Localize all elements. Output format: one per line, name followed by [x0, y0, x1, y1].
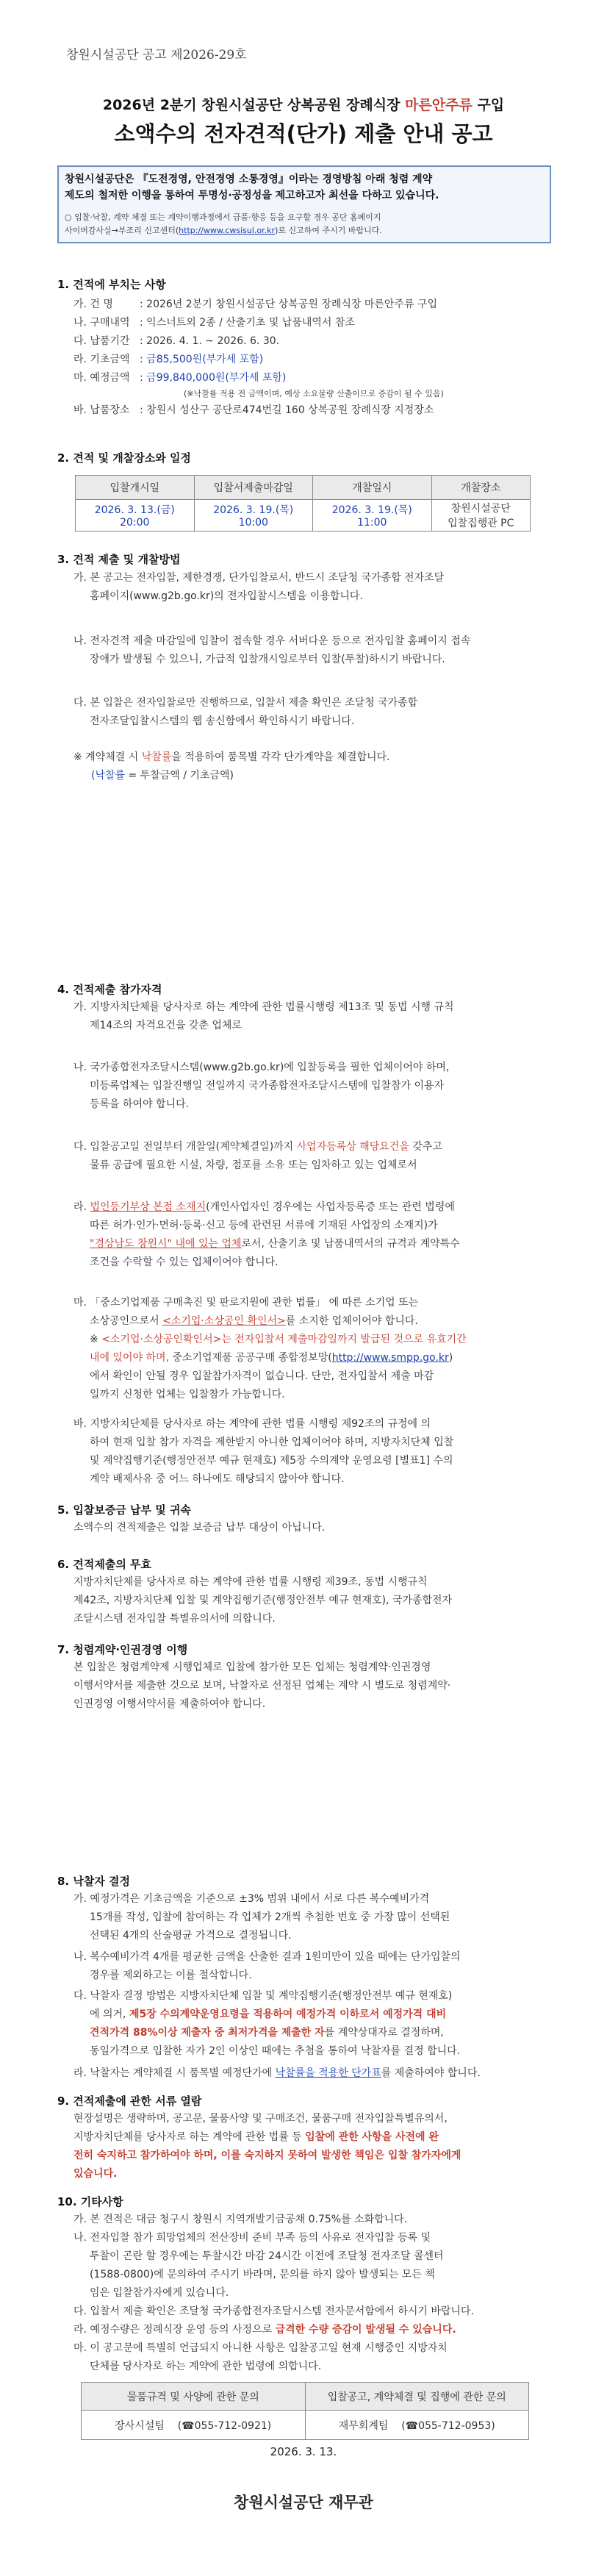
section-4-item-ba: 바. 지방자치단체를 당사자로 하는 계약에 관한 법률 시행령 제92조의 규정에 의 하여 현재 입찰 참가 자격을 제한받지 아니한 업체이어야 하며, 지방자치단체 입찰 및 계약집행기준(행정안전부 예규 현재호) 제5장 수의계약 운영요령 [별표1] 수의 계약 배제사유 중 어느 하나에도 해당되지 않아야 합니다. — [73, 1418, 454, 1485]
section-10-item-ra: 라. 예정수량은 정례식장 운영 등의 사정으로 급격한 수량 증감이 발생될 수 있습니다. — [73, 2324, 456, 2336]
section-8-item-ga: 가. 예정가격은 기초금액을 기준으로 ±3% 범위 내에서 서로 다른 복수예비가격 15개를 작성, 입찰에 참여하는 각 업체가 2개씩 추첨한 번호 중 가장 많이 선택된 선택된 4개의 산술평균 가격으로 결정됩니다. — [73, 1893, 450, 1942]
info-row-note: (※낙찰률 적용 전 금액이며, 예상 소요물량 산출이므로 증감이 될 수 있음) — [184, 389, 444, 398]
table-cell: 2026. 3. 19.(목) 10:00 — [194, 500, 313, 532]
table-cell: 2026. 3. 19.(목) 11:00 — [313, 500, 432, 532]
section-9-heading: 9. 견적제출에 관한 서류 열람 — [57, 2094, 202, 2108]
section-3-item-ga: 가. 본 공고는 전자입찰, 제한경쟁, 단가입찰로서, 반드시 조달청 국가종합 전자조달 홈페이지(www.g2b.go.kr)의 전자입찰시스템을 이용합니다. — [73, 572, 445, 602]
section-5-heading: 5. 입찰보증금 납부 및 귀속 — [57, 1503, 191, 1517]
section-4-item-na: 나. 국가종합전자조달시스템(www.g2b.go.kr)에 입찰등록을 필한 업체이어야 하며, 미등록업체는 입찰진행일 전일까지 국가종합전자조달시스템에 입찰참가 이용자 등록을 하여야 합니다. — [73, 1062, 450, 1110]
notice-small-line: ○ 입찰·낙찰, 계약 체결 또는 계약이행과정에서 금품·향응 등을 요구할 경우 공단 홈페이지 — [65, 212, 381, 222]
section-4-item-ma: 마. 「중소기업제품 구매촉진 및 판로지원에 관한 법률」 에 따른 소기업 또는 소상공인으로서 <소기업·소상공인 확인서>를 소지한 업체이어야 합니다. ※ <소기업·소상공인확인서>는 전자입찰서 제출마감일까지 발급된 것으로 유효기간 내에 있어야 하며, 중소기업제품 공공구매 종합정보망(http://www.smpp.go.kr) 에서 확인이 안될 경우 입찰참가자격이 없습니다. 단만, 전자입찰서 제출 마감 일까지 신청한 업체는 입찰참가 가능합니다. — [73, 1297, 467, 1400]
section-6-heading: 6. 견적제출의 무효 — [57, 1558, 152, 1571]
section-3-item-na: 나. 전자견적 제출 마감일에 입찰이 접속할 경우 서버다운 등으로 전자입찰 홈페이지 접속 장애가 발생될 수 있으니, 가급적 입찰개시일로부터 입찰(투찰)하시기 바랍니다. — [73, 635, 471, 665]
info-row: 마. 예정금액 : 금99,840,000원(부가세 포함) — [73, 372, 287, 384]
table-cell: 창원시설공단 입찰집행관 PC — [431, 500, 531, 532]
section-10-item-da: 다. 입찰서 제출 확인은 조달청 국가종합전자조달시스템 전자문서함에서 하시기 바랍니다. — [73, 2305, 474, 2317]
report-center-link[interactable]: http://www.cwsisul.or.kr — [179, 226, 276, 235]
contact-table — [81, 2382, 529, 2440]
section-10-item-na: 나. 전자입찰 참가 희망업체의 전산장비 준비 부족 등의 사유로 전자입찰 등록 및 투찰이 곤란 할 경우에는 투찰시간 마감 24시간 이전에 조달청 전자조달 콜센터 (1588-0800)에 문의하여 주시기 바라며, 문의를 하지 않아 발생되는 모든 책 임은 입찰참가자에게 있습니다. — [73, 2232, 444, 2299]
section-3-note: ※ 계약체결 시 낙찰률을 적용하여 품목별 각각 단가계약을 체결합니다. — [73, 751, 390, 763]
section-3-heading: 3. 견적 제출 및 개찰방법 — [57, 553, 181, 566]
section-5-text: 소액수의 견적제출은 입찰 보증금 납부 대상이 아닙니다. — [73, 1522, 326, 1534]
section-8-heading: 8. 낙찰자 결정 — [57, 1875, 131, 1888]
table-header: 입찰서제출마감일 — [194, 476, 313, 500]
notice-line: 창원시설공단은 『도전경영, 안전경영 소통경영』이라는 경영방침 아래 청렴 계약 — [65, 173, 433, 185]
section-1-heading: 1. 견적에 부치는 사항 — [57, 278, 166, 291]
section-6-text: 지방자치단체를 당사자로 하는 계약에 관한 법률 시행령 제39조, 동법 시행규칙 제42조, 지방자치단체 입찰 및 계약집행기준(행정안전부 예규 현재호), 국가종합전자 조달시스템 전자입찰 특별유의서에 의합니다. — [73, 1576, 453, 1625]
integrity-notice-box — [57, 165, 551, 243]
issuer-signature: 창원시설공단 재무관 — [234, 2494, 373, 2511]
section-8-item-ra: 라. 낙찰자는 계약체결 시 품목별 예정단가에 낙찰률을 적용한 단가표를 제출하여야 합니다. — [73, 2067, 481, 2079]
schedule-table — [75, 475, 531, 532]
section-8-item-da: 다. 낙찰자 결정 방법은 지방자치단체 입찰 및 계약집행기준(행정안전부 예규 현재호) 에 의거, 제5장 수의계약운영요령을 적용하여 예정가격 이하로서 예정가격 대비 견적가격 88%이상 제출자 중 최저가격을 제출한 자를 계약상대자로 결정하며, 동일가격으로 입찰한 자가 2인 이상인 때에는 추첨을 통하여 낙찰자를 결정 합니다. — [73, 1990, 461, 2057]
smpp-link[interactable]: http://www.smpp.go.kr — [331, 1352, 449, 1364]
section-10-item-ma: 마. 이 공고문에 특별히 언급되지 아니한 사항은 입찰공고일 현재 시행중인 지방자치 단체를 당사자로 하는 계약에 관한 법령에 의합니다. — [73, 2342, 448, 2372]
table-header: 개찰일시 — [313, 476, 432, 500]
table-header: 입찰개시일 — [76, 476, 195, 500]
section-4-item-ra: 라. 법인등기부상 본점 소재지(개인사업자인 경우에는 사업자등록증 또는 관련 법령에 따른 허가·인가·면허·등록·신고 등에 관련된 서류에 기재된 사업장의 소재지)가 "경상남도 창원시" 내에 있는 업체로서, 산출기초 및 납품내역서의 규격과 계약특수 조건을 수락할 수 있는 업체이어야 합니다. — [73, 1201, 460, 1268]
section-9-text: 현장설명은 생략하며, 공고문, 물품사양 및 구매조건, 물품구매 전자입찰특별유의서, 지방자치단체를 당사자로 하는 계약에 관한 법률 등 입찰에 관한 사항을 사전에 완 전히 숙지하고 참가하여야 하며, 이를 숙지하지 못하여 발생한 책임은 입찰 참가자에게 있습니다. — [73, 2113, 461, 2180]
section-3-item-da: 다. 본 입찰은 전자입찰로만 진행하므로, 입찰서 제출 확인은 조달청 국가종합 전자조달입찰시스템의 웹 송신함에서 확인하시기 바랍니다. — [73, 697, 418, 727]
document-number: 창원시설공단 공고 제2026-29호 — [66, 48, 247, 62]
section-4-heading: 4. 견적제출 참가자격 — [57, 983, 162, 996]
section-10-item-ga: 가. 본 견적은 대금 청구시 창원시 지역개발기금공채 0.75%를 소화합니다. — [73, 2214, 408, 2225]
section-3-note-formula: (낙찰률 = 투찰금액 / 기초금액) — [91, 770, 234, 781]
table-cell: 장사시설팀 (☎055-712-0921) — [82, 2411, 306, 2440]
section-7-text: 본 입찰은 청렴계약제 시행업체로 입찰에 참가한 모든 업체는 청렴계약·인권경영 이행서약서를 제출한 것으로 보며, 낙찰자로 선정된 업체는 계약 시 별도로 청렴계약· 인권경영 이행서약서를 제출하여야 합니다. — [73, 1661, 451, 1710]
section-2-heading: 2. 견적 및 개찰장소와 일정 — [57, 451, 191, 465]
table-cell: 재무회계팀 (☎055-712-0953) — [305, 2411, 529, 2440]
announcement-title: 2026년 2분기 창원시설공단 상복공원 장례식장 마른안주류 구입 — [102, 97, 505, 113]
section-4-item-ga: 가. 지방자치단체를 당사자로 하는 계약에 관한 법률시행령 제13조 및 동법 시행 규칙 제14조의 자격요건을 갖춘 업체로 — [73, 1001, 454, 1031]
notice-small-line: 사이버감사실→부조리 신고센터(http://www.cwsisul.or.kr)로 신고하여 주시기 바랍니다. — [65, 226, 382, 235]
announcement-date: 2026. 3. 13. — [270, 2445, 337, 2458]
table-header: 입찰공고, 계약체결 및 집행에 관한 문의 — [305, 2383, 529, 2411]
info-row: 라. 기초금액 : 금85,500원(부가세 포함) — [73, 354, 264, 365]
info-row: 가. 건 명 : 2026년 2분기 창원시설공단 상복공원 장례식장 마른안주류 구입 — [73, 298, 437, 310]
notice-line: 제도의 철저한 이행을 통하여 투명성·공정성을 제고하고자 최선을 다하고 있습니다. — [65, 190, 439, 201]
info-row: 나. 구매내역 : 익스너트외 2종 / 산출기초 및 납품내역서 참조 — [73, 317, 355, 329]
info-row: 다. 납품기간 : 2026. 4. 1. ~ 2026. 6. 30. — [73, 335, 280, 347]
table-header: 개찰장소 — [431, 476, 531, 500]
section-4-item-da: 다. 입찰공고일 전일부터 개찰일(계약체결일)까지 사업자등록상 해당요건을 갖추고 물류 공급에 필요한 시설, 차량, 점포를 소유 또는 임차하고 있는 업체로서 — [73, 1141, 442, 1171]
section-7-heading: 7. 청렴계약·인권경영 이행 — [57, 1643, 188, 1656]
table-header: 물품규격 및 사양에 관한 문의 — [82, 2383, 306, 2411]
section-8-item-na: 나. 복수예비가격 4개를 평균한 금액을 산출한 결과 1원미만이 있을 때에는 단가입찰의 경우를 제외하고는 이를 절삭합니다. — [73, 1951, 461, 1981]
table-cell: 2026. 3. 13.(금) 20:00 — [76, 500, 195, 532]
info-row: 바. 납품장소 : 창원시 성산구 공단로474번길 160 상복공원 장례식장 지정장소 — [73, 404, 434, 416]
section-10-heading: 10. 기타사항 — [57, 2195, 123, 2208]
announcement-subtitle: 소액수의 전자견적(단가) 제출 안내 공고 — [114, 121, 493, 146]
